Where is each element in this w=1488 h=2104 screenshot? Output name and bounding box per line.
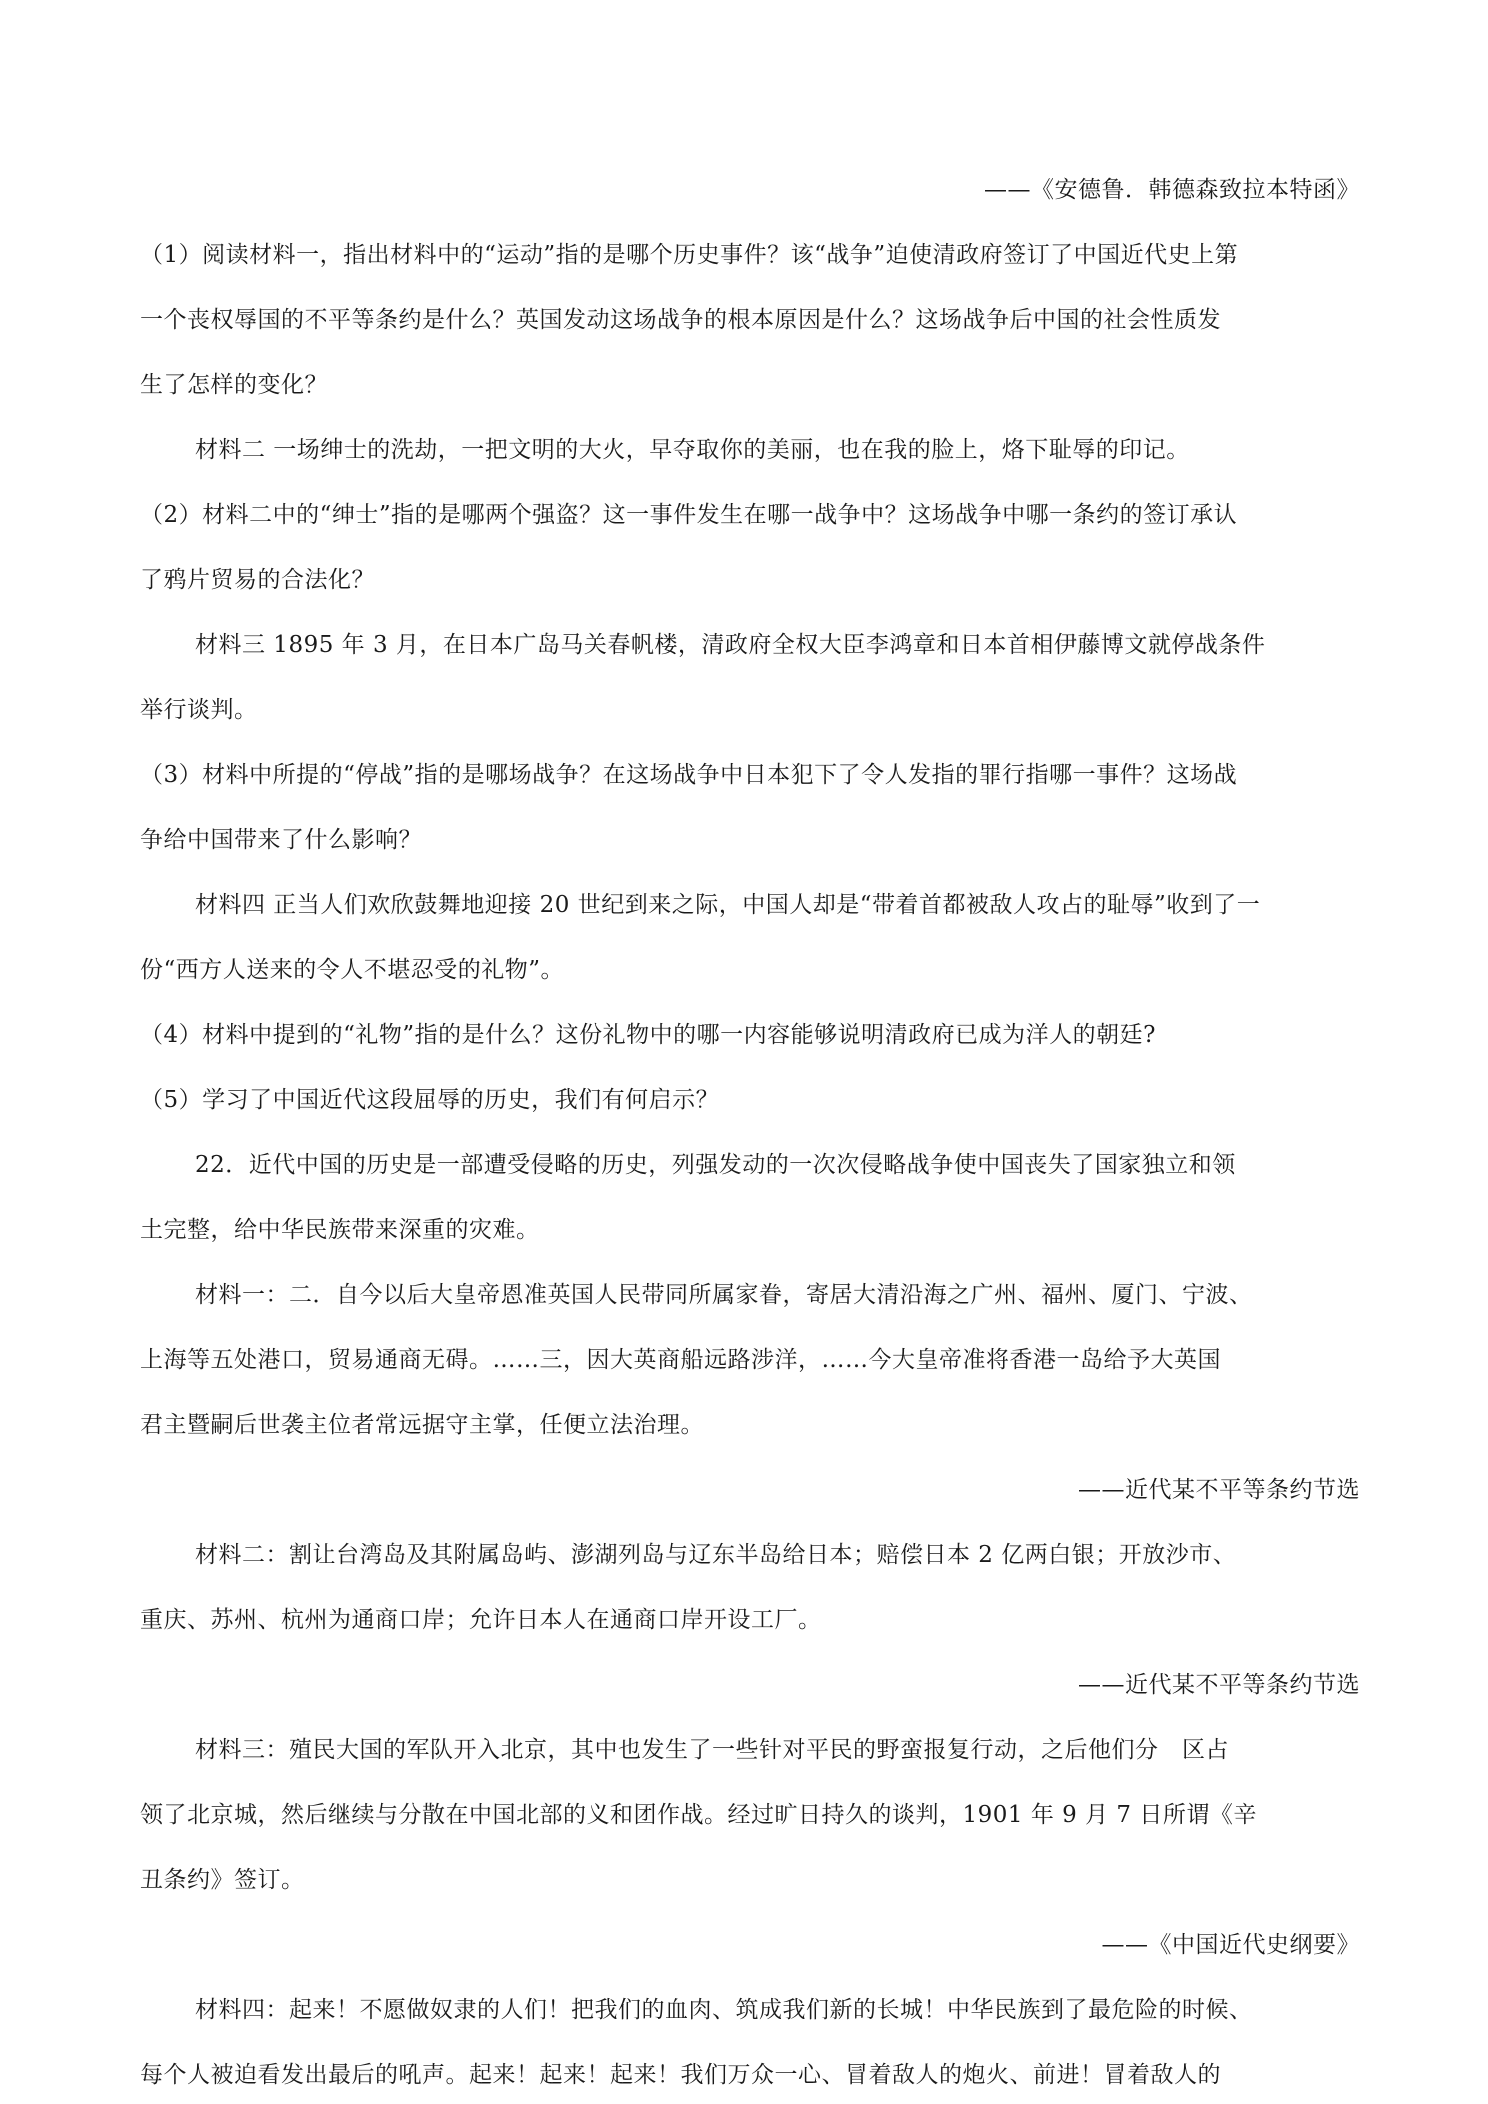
text-line-m3-b: 举行谈判。 bbox=[140, 697, 258, 723]
text-line-m3-a: 材料三 1895 年 3 月，在日本广岛马关春帆楼，清政府全权大臣李鸿章和日本首相伊藤博文就停战条件 bbox=[195, 632, 1266, 658]
text-line-m2: 材料二 一场绅士的洗劫，一把文明的大火，早夺取你的美丽，也在我的脸上，烙下耻辱的印记。 bbox=[195, 437, 1190, 463]
text-line-m22-3b: 领了北京城，然后继续与分散在中国北部的义和团作战。经过旷日持久的谈判，1901 年 9 月 7 日所谓《辛 bbox=[140, 1802, 1257, 1828]
text-line-source-4: ——《中国近代史纲要》 bbox=[1101, 1932, 1360, 1958]
text-line-m4-a: 材料四 正当人们欢欣鼓舞地迎接 20 世纪到来之际，中国人却是“带着首都被敌人攻占的耻辱”收到了一 bbox=[195, 892, 1261, 918]
text-line-q3-a: （3）材料中所提的“停战”指的是哪场战争？在这场战争中日本犯下了令人发指的罪行指哪一事件？这场战 bbox=[140, 762, 1238, 788]
text-line-m22-1c: 君主暨嗣后世袭主位者常远据守主掌，任便立法治理。 bbox=[140, 1412, 704, 1438]
text-line-m22-1a: 材料一：二．自今以后大皇帝恩准英国人民带同所属家眷，寄居大清沿海之广州、福州、厦门、宁波、 bbox=[195, 1282, 1253, 1308]
text-line-q5: （5）学习了中国近代这段屈辱的历史，我们有何启示？ bbox=[140, 1087, 720, 1113]
text-line-q1-b: 一个丧权辱国的不平等条约是什么？英国发动这场战争的根本原因是什么？这场战争后中国的社会性质发 bbox=[140, 307, 1221, 333]
text-line-q22-b: 土完整，给中华民族带来深重的灾难。 bbox=[140, 1217, 540, 1243]
text-line-q1-c: 生了怎样的变化？ bbox=[140, 372, 328, 398]
text-line-q1-a: （1）阅读材料一，指出材料中的“运动”指的是哪个历史事件？该“战争”迫使清政府签订了中国近代史上第 bbox=[140, 242, 1239, 268]
text-line-m22-2b: 重庆、苏州、杭州为通商口岸；允许日本人在通商口岸开设工厂。 bbox=[140, 1607, 822, 1633]
text-line-m22-3c: 丑条约》签订。 bbox=[140, 1867, 305, 1893]
text-line-m22-2a: 材料二：割让台湾岛及其附属岛屿、澎湖列岛与辽东半岛给日本；赔偿日本 2 亿两白银；开放沙市、 bbox=[195, 1542, 1237, 1568]
text-line-q2-a: （2）材料二中的“绅士”指的是哪两个强盗？这一事件发生在哪一战争中？这场战争中哪一条约的签订承认 bbox=[140, 502, 1238, 528]
text-line-m22-4a: 材料四：起来！不愿做奴隶的人们！把我们的血肉、筑成我们新的长城！中华民族到了最危险的时候、 bbox=[195, 1997, 1253, 2023]
text-line-q3-b: 争给中国带来了什么影响？ bbox=[140, 827, 422, 853]
text-line-q2-b: 了鸦片贸易的合法化？ bbox=[140, 567, 375, 593]
text-line-q4: （4）材料中提到的“礼物”指的是什么？这份礼物中的哪一内容能够说明清政府已成为洋人的朝廷? bbox=[140, 1022, 1156, 1048]
text-line-q22-a: 22．近代中国的历史是一部遭受侵略的历史，列强发动的一次次侵略战争使中国丧失了国家独立和领 bbox=[195, 1152, 1236, 1178]
text-line-source-1: ——《安德鲁．韩德森致拉本特函》 bbox=[984, 177, 1360, 203]
text-line-source-3: ——近代某不平等条约节选 bbox=[1078, 1672, 1360, 1698]
text-line-m22-3a: 材料三：殖民大国的军队开入北京，其中也发生了一些针对平民的野蛮报复行动，之后他们分 区占 bbox=[195, 1737, 1229, 1763]
text-line-m22-4b: 每个人被迫看发出最后的吼声。起来！起来！起来！我们万众一心、冒着敌人的炮火、前进！冒着敌人的 bbox=[140, 2062, 1221, 2088]
text-line-m22-1b: 上海等五处港口，贸易通商无碍。……三，因大英商船远路涉洋，……今大皇帝准将香港一岛给予大英国 bbox=[140, 1347, 1221, 1373]
text-line-source-2: ——近代某不平等条约节选 bbox=[1078, 1477, 1360, 1503]
text-line-m4-b: 份“西方人送来的令人不堪忍受的礼物”。 bbox=[140, 957, 565, 983]
